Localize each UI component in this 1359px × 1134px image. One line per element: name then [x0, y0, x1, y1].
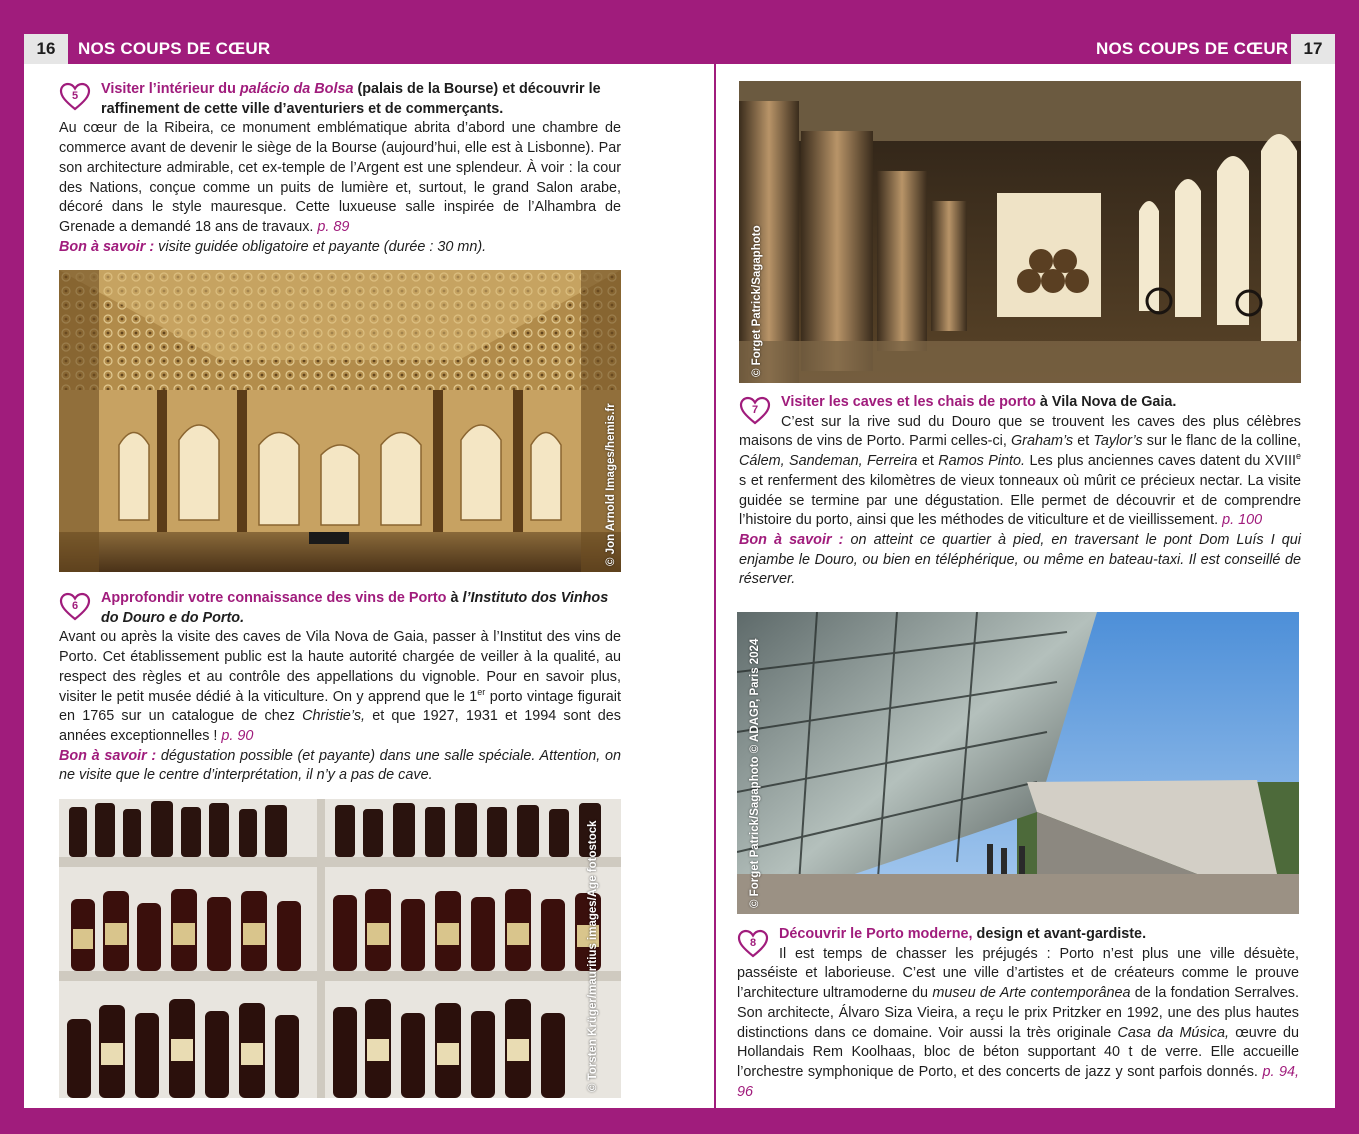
page-ref: p. 100: [1222, 512, 1263, 529]
page-ref: p. 90: [221, 727, 254, 744]
item-number: 8: [749, 937, 757, 949]
item-5: [59, 80, 621, 257]
port-bottles-photo: [59, 799, 621, 1098]
item-number: 7: [751, 404, 759, 416]
item-8: [737, 925, 1299, 1102]
item-7-body: C’est sur la rive sud du Douro que se trouvent les caves des plus célèbres maisons de vins de Porto. Parmi celles-ci, Graham’s et Taylor’s sur le flanc de la colline, Cálem, Sandeman, Ferreira et Ramos Pinto. Les plus anciennes caves datent du XVIIIe s et renferment des kilomètres de vieux tonneaux où mûrit ce précieux nectar. La visite guidée se termine par une dégustation. Elle permet de découvrir et de comprendre l’histoire du porto, ainsi que les méthodes de viticulture et de vieillissement. p. 100: [739, 413, 1302, 529]
right-page-number: 17: [1291, 34, 1335, 64]
item-5-body: Au cœur de la Ribeira, ce monument emblématique abrita d’abord une chambre de commerce avant de devenir le siège de la Bourse (aujourd’hui, elle est à Lisbonne). Par son architecture admirable, cet ex-temple de l’Argent est une splendeur. À voir : la cour des Nations, conçue comme un puits de lumière et, surtout, le grand Salon arabe, décoré dans le style mauresque. Cette luxueuse salle inspirée de l’Alhambra de Grenade a demandé 18 ans de travaux. p. 89: [59, 120, 621, 235]
item-6-body: Avant ou après la visite des caves de Vila Nova de Gaia, passer à l’Institut des vins de Porto. Cet établissement public est la haute autorité chargée de veiller à la qualité, au respect des règles et au contrôle des appellations du vignoble. Pour en savoir plus, visiter le petit musée dédié à la viticulture. On y apprend que le 1er porto vintage figurait en 1765 sur un catalogue de chez Christie’s, et que 1927, 1931 et 1994 sont des années exceptionnelles ! p. 90: [59, 629, 621, 744]
item-6-tip: Bon à savoir : dégustation possible (et payante) dans une salle spéciale. Attention, on ne visite que le centre d’interprétation, il n’y a pas de cave.: [59, 747, 621, 784]
left-page-number: 16: [24, 34, 68, 64]
item-7-title: Visiter les caves et les chais de porto à Vila Nova de Gaia.: [781, 394, 1177, 410]
item-6-title: Approfondir votre connaissance des vins de Porto à l’Instituto dos Vinhos do Douro e do Porto.: [101, 590, 609, 626]
item-7-tip: Bon à savoir : on atteint ce quartier à pied, en traversant le pont Dom Luís I qui enjambe le Douro, ou bien en téléphérique, ou même en bateau-taxi. Il est conseillé de réserver.: [739, 531, 1301, 588]
wine-cellar-photo: [739, 81, 1301, 383]
salon-arabe-photo: [59, 270, 621, 572]
page-ref: p. 94, 96: [737, 1063, 1299, 1100]
item-number: 6: [71, 600, 79, 612]
item-5-title: Visiter l’intérieur du palácio da Bolsa (palais de la Bourse) et découvrir le raffinement de cette ville d’aventuriers et de commerçants.: [101, 81, 601, 117]
item-8-title: Découvrir le Porto moderne, design et avant-gardiste.: [779, 926, 1147, 942]
item-number: 5: [71, 90, 79, 102]
photo-credit: © Forget Patrick/Sagaphoto © ADAGP, Paris 2024: [749, 638, 761, 908]
photo-credit: © Forget Patrick/Sagaphoto: [751, 225, 763, 377]
item-8-body: Il est temps de chasser les préjugés : Porto n’est plus une ville désuète, passéiste et laborieuse. C’est une ville d’artistes et de créateurs comme le prouve l’architecture ultramoderne du museu de Arte contemporânea de la fondation Serralves. Son architecte, Álvaro Siza Vieira, a reçu le prix Pritzker en 1992, une des plus hautes distinctions dans ce domaine. Voir aussi la très originale Casa da Música, œuvre du Hollandais Rem Koolhaas, bloc de béton supportant 40 t de verre. Elle accueille l’orchestre symphonique de Porto, et des concerts de jazz y sont parfois donnés. p. 94, 96: [737, 945, 1300, 1100]
item-7: [739, 393, 1301, 590]
modern-architecture-photo: [737, 612, 1299, 914]
left-page-title: NOS COUPS DE CŒUR: [78, 39, 271, 58]
item-6: [59, 589, 621, 786]
item-5-tip: Bon à savoir : visite guidée obligatoire et payante (durée : 30 mn).: [59, 238, 487, 255]
page-ref: p. 89: [317, 218, 350, 235]
photo-credit: © Torsten Krüger/mauritius images/Age fotostock: [587, 820, 599, 1092]
right-page-title: NOS COUPS DE CŒUR: [1096, 39, 1289, 58]
photo-credit: © Jon Arnold Images/hemis.fr: [605, 403, 617, 566]
